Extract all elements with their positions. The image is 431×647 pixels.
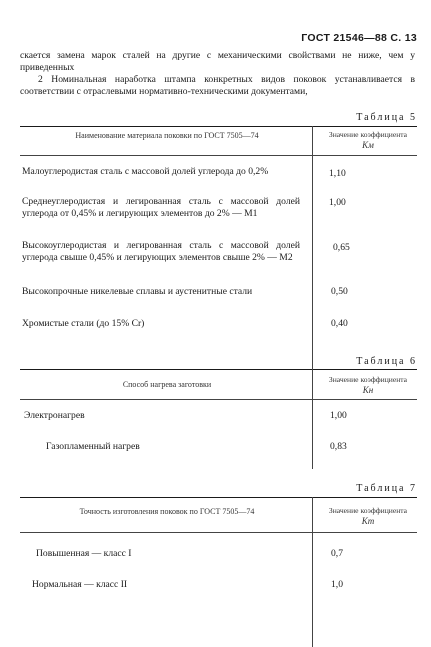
table-7-top-border (20, 497, 417, 498)
table-7-row-2-value: 1,0 (331, 579, 343, 590)
table-7-row-1-value: 0,7 (331, 548, 343, 559)
table-7-row-1-label: Повышенная — класс I (36, 548, 132, 559)
running-title: ГОСТ 21546—88 С. 13 (301, 32, 417, 44)
table-6-row-1-value: 1,00 (330, 410, 347, 421)
table-6-col2-symbol: Kн (362, 385, 374, 395)
table-7-header-separator (20, 532, 417, 533)
table-5-row-4-value: 0,50 (331, 286, 348, 297)
paragraph-continuation: скается замена марок сталей на другие с механическими свойствами не ниже, чем у приведенных (20, 50, 415, 73)
table-6-row-2-value: 0,83 (330, 441, 347, 452)
table-5-header-separator (20, 155, 417, 156)
table-6-caption: Таблица 6 (356, 356, 417, 367)
table-6-col1-header: Способ нагрева заготовки (122, 380, 212, 389)
table-6-top-border (20, 369, 417, 370)
paragraph-2: 2 Номинальная наработка штампа конкретных видов поковок устанавливается в соответствии с отраслевыми нормативно-техническими документами, (20, 74, 415, 97)
table-5-row-2-label: Среднеуглеродистая и легированная сталь с массовой долей углерода от 0,45% и легирующих элементов до 2% — М1 (22, 196, 300, 219)
table-5-row-1-label: Малоуглеродистая сталь с массовой долей углерода до 0,2% (22, 166, 269, 177)
table-5-row-5-label: Хромистые стали (до 15% Cr) (22, 318, 145, 329)
table-6-column-divider (312, 369, 313, 469)
table-5-caption: Таблица 5 (356, 112, 417, 123)
table-6-row-2-label: Газопламенный нагрев (46, 441, 140, 452)
table-7-column-divider (312, 497, 313, 647)
table-5-col2-symbol: Kм (362, 140, 374, 150)
table-6-col2-header: Значение коэффициента (328, 375, 408, 384)
table-5-col1-header: Наименование материала поковки по ГОСТ 7505—74 (75, 131, 259, 140)
table-6-header-separator (20, 399, 417, 400)
table-5-top-border (20, 126, 417, 127)
table-7-col2-symbol: Kт (361, 516, 375, 526)
table-7-row-2-label: Нормальная — класс II (32, 579, 128, 590)
table-5-row-5-value: 0,40 (331, 318, 348, 329)
table-5-row-1-value: 1,10 (329, 168, 346, 179)
table-7-col1-header: Точность изготовления поковок по ГОСТ 7505—74 (79, 507, 255, 516)
table-5-col2-header: Значение коэффициента (328, 130, 408, 139)
table-6-row-1-label: Электронагрев (24, 410, 85, 421)
table-7-col2-header: Значение коэффициента (328, 506, 408, 515)
table-7-caption: Таблица 7 (356, 483, 417, 494)
table-5-row-2-value: 1,00 (329, 197, 346, 208)
table-5-row-4-label: Высокопрочные никелевые сплавы и аустенитные стали (22, 286, 253, 297)
table-5-row-3-label: Высокоуглеродистая и легированная сталь с массовой долей углерода свыше 0,45% и легирующих элементов свыше 2% — М2 (22, 240, 300, 263)
table-5-row-3-value: 0,65 (333, 242, 350, 253)
